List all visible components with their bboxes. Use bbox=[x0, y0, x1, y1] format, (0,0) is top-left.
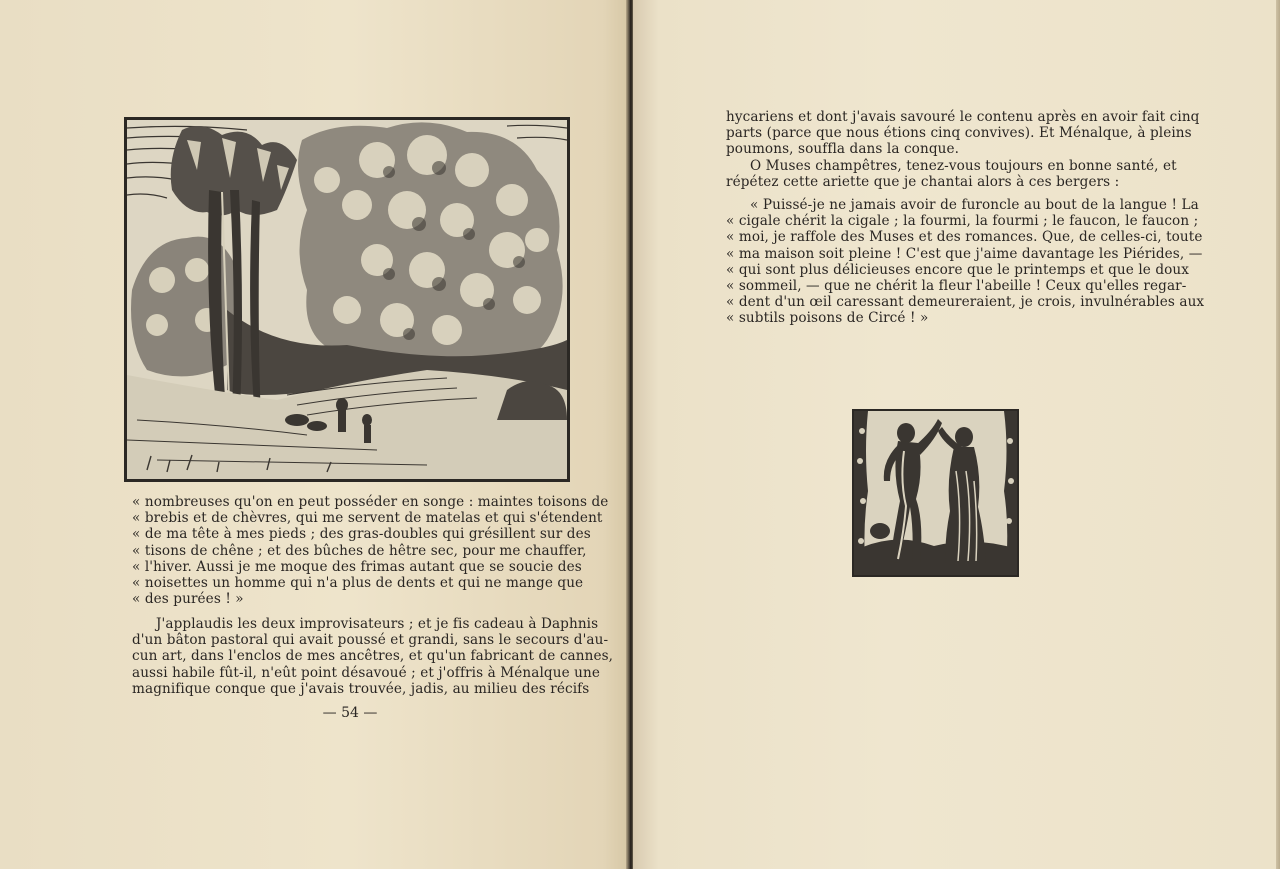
text-line: « de ma tête à mes pieds ; des gras-doubles qui grésillent sur des bbox=[132, 526, 591, 543]
text-line: « dent d'un œil caressant demeureraient, je crois, invulnérables aux bbox=[726, 294, 1205, 311]
text-line: « Puissé-je ne jamais avoir de furoncle au bout de la langue ! La bbox=[750, 197, 1199, 213]
text-line: hycariens et dont j'avais savouré le contenu après en avoir fait cinq bbox=[726, 109, 1200, 125]
text-line: « nombreuses qu'on en peut posséder en songe : maintes toisons de bbox=[132, 494, 609, 510]
text-line: « subtils poisons de Circé ! » bbox=[726, 310, 929, 327]
text-line: « tisons de chêne ; et des bûches de hêtre sec, pour me chauffer, bbox=[132, 542, 587, 559]
text-line: « ma maison soit pleine ! C'est que j'aime davantage les Piérides, — bbox=[726, 245, 1203, 262]
text-line: J'applaudis les deux improvisateurs ; et je fis cadeau à Daphnis bbox=[156, 616, 599, 632]
text-line: cun art, dans l'enclos de mes ancêtres, et qu'un fabricant de cannes, bbox=[132, 648, 614, 665]
text-line: « brebis et de chèvres, qui me servent de matelas et qui s'étendent bbox=[132, 510, 603, 527]
page-edge bbox=[1276, 0, 1280, 869]
left-quote-paragraph bbox=[132, 494, 609, 608]
right-opening-paragraph bbox=[726, 109, 1200, 190]
figures-vignette-illustration bbox=[852, 409, 1019, 577]
text-line: « l'hiver. Aussi je me moque des frimas autant que se soucie des bbox=[132, 558, 582, 575]
text-line: « cigale chérit la cigale ; la fourmi, la fourmi ; le faucon, le faucon ; bbox=[726, 213, 1199, 230]
page-number: — 54 — bbox=[322, 705, 378, 721]
text-line: répétez cette ariette que je chantai alors à ces bergers : bbox=[726, 173, 1120, 190]
text-line: « noisettes un homme qui n'a plus de dents et qui ne mange que bbox=[132, 575, 584, 592]
text-line: « des purées ! » bbox=[132, 591, 244, 608]
text-line: parts (parce que nous étions cinq convives). Et Ménalque, à pleins bbox=[726, 125, 1192, 142]
text-line: d'un bâton pastoral qui avait poussé et grandi, sans le secours d'au- bbox=[132, 632, 609, 649]
text-line: aussi habile fût-il, n'eût point désavoué ; et j'offris à Ménalque une bbox=[132, 664, 600, 681]
woodcut-landscape-image bbox=[127, 120, 567, 479]
text-line: magnifique conque que j'avais trouvée, jadis, au milieu des récifs bbox=[132, 680, 590, 697]
text-line: poumons, souffla dans la conque. bbox=[726, 141, 960, 158]
left-page bbox=[0, 0, 628, 869]
text-line: « moi, je raffole des Muses et des romances. Que, de celles-ci, toute bbox=[726, 229, 1203, 246]
vignette-two-figures-image bbox=[854, 411, 1017, 575]
text-line: O Muses champêtres, tenez-vous toujours en bonne santé, et bbox=[750, 157, 1177, 174]
song-paragraph bbox=[726, 197, 1205, 327]
left-narrative-paragraph bbox=[132, 616, 614, 697]
landscape-woodcut-illustration bbox=[124, 117, 570, 482]
text-line: « sommeil, — que ne chérit la fleur l'abeille ! Ceux qu'elles regar- bbox=[726, 278, 1187, 295]
text-line: « qui sont plus délicieuses encore que le printemps et que le doux bbox=[726, 261, 1190, 278]
